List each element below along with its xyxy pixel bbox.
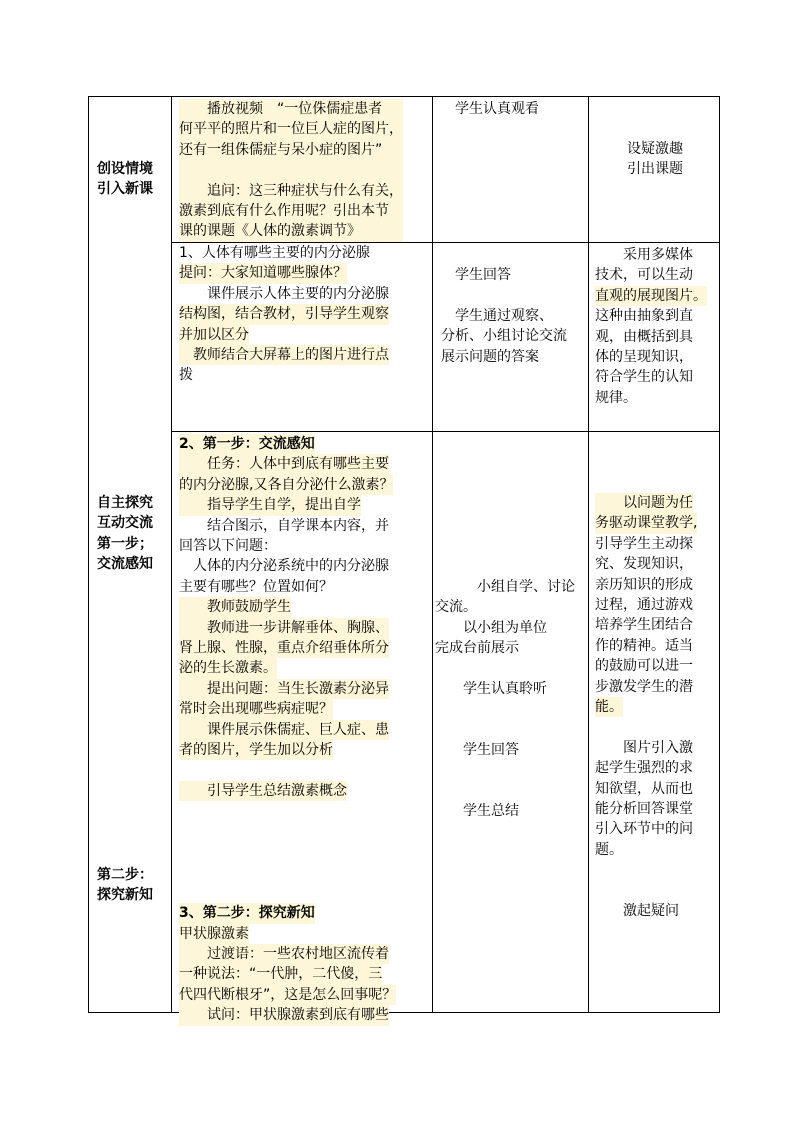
- text-line: 肾上腺、性腺，重点介绍垂体所分: [179, 638, 389, 658]
- text-line: 的内分泌腺,又各自分泌什么激素？: [179, 475, 393, 495]
- column-divider: [432, 97, 433, 1012]
- text-line: 拨: [179, 367, 193, 384]
- text-line: 观，由概括到具: [595, 328, 693, 345]
- text-line: 究、发现知识，: [595, 556, 693, 573]
- text-line: 创设情境: [97, 161, 153, 177]
- text-line: 学生回答: [441, 267, 511, 283]
- text-line: 图片引入激: [595, 739, 693, 756]
- text-line: 学生认真观看: [441, 101, 539, 117]
- text-line: [435, 761, 575, 781]
- text-line: 3、第二步：探究新知: [179, 903, 315, 923]
- text-line: 引出课题: [627, 161, 683, 178]
- lesson-plan-table: [88, 96, 720, 1024]
- text-line: 学生回答: [435, 742, 519, 759]
- row2-design-intent: [595, 245, 707, 408]
- text-line: 何平平的照片和一位巨人症的图片，: [179, 121, 403, 138]
- text-line: 1、人体有哪些主要的内分泌腺: [179, 245, 370, 261]
- text-line: [595, 717, 697, 737]
- text-line: 务驱动课堂教学,: [595, 513, 697, 533]
- text-line: 播放视频 “一位侏儒症患者: [179, 101, 383, 117]
- text-line: 第一步；: [97, 535, 153, 552]
- text-line: 提问：大家知道哪些腺体？: [179, 263, 347, 283]
- text-line: 采用多媒体: [595, 247, 693, 263]
- text-line: 提出问题：当生长激素分泌异: [179, 679, 389, 699]
- text-line: 引入环节中的问: [595, 821, 693, 838]
- text-line: 课件展示人体主要的内分泌腺: [179, 285, 389, 302]
- text-line: 课件展示侏儒症、巨人症、患: [179, 720, 389, 740]
- text-line: 步激发学生的潜: [595, 678, 693, 695]
- row2-student-activity: [441, 265, 567, 367]
- text-line: [435, 720, 575, 740]
- column-divider: [588, 97, 589, 1012]
- row3-student-activity: [435, 577, 575, 822]
- text-line: 一种说法：“一代肿，二代傻，三: [179, 964, 382, 984]
- text-line: 规律。: [595, 389, 637, 406]
- stage-label-intro: [97, 159, 153, 200]
- text-line: 课的课题《人体的激素调节》: [179, 223, 361, 240]
- text-line: 泌的生长激素。: [179, 658, 277, 678]
- text-line: 过渡语：一些农村地区流传着: [179, 944, 389, 964]
- text-line: [435, 659, 575, 679]
- text-line: 过程，通过游戏: [595, 596, 693, 613]
- text-line: 第二步：: [97, 867, 153, 883]
- text-line: 引入新课: [97, 181, 153, 198]
- text-line: 这种由抽象到直: [595, 308, 693, 325]
- text-line: 符合学生的认知: [595, 369, 693, 386]
- row2-teacher-activity: [179, 243, 389, 386]
- text-line: 能。: [595, 697, 623, 717]
- text-line: 亲历知识的形成: [595, 576, 693, 593]
- text-line: 交流。: [435, 599, 477, 616]
- column-divider: [171, 97, 172, 1012]
- text-line: 教师进一步讲解垂体、胸腺、: [179, 618, 389, 638]
- text-line: 指导学生自学，提出自学: [179, 495, 361, 515]
- text-line: 知欲望，从而也: [595, 780, 693, 797]
- text-line: 互动交流: [97, 515, 153, 532]
- text-line: 主要有哪些？位置如何？: [179, 578, 333, 595]
- row1-design-intent: [627, 139, 683, 180]
- text-line: 分析、小组讨论交流: [441, 328, 567, 345]
- row3-teacher-activity: [179, 434, 396, 1026]
- text-line: 教师鼓励学生: [179, 597, 291, 617]
- text-line: 教师结合大屏幕上的图片进行点: [179, 345, 389, 365]
- text-line: 直观的展现图片。: [595, 286, 707, 306]
- text-line: 交流感知: [97, 556, 153, 573]
- text-line: 激素到底有什么作用呢？引出本节: [179, 202, 389, 219]
- text-line: 2、第一步：交流感知: [179, 434, 315, 454]
- text-line: [179, 883, 396, 903]
- text-line: [179, 160, 403, 180]
- text-line: [179, 862, 396, 882]
- text-line: 的鼓励可以进一: [595, 658, 693, 675]
- text-line: 自主探究: [97, 495, 153, 511]
- text-line: [595, 880, 697, 900]
- text-line: [179, 760, 396, 780]
- text-line: [441, 285, 567, 305]
- row-divider: [171, 431, 719, 432]
- text-line: 作的精神。适当: [595, 637, 693, 654]
- text-line: 完成台前展示: [435, 640, 519, 657]
- text-line: 试问：甲状腺激素到底有哪些: [179, 1005, 389, 1025]
- text-line: 追问：这三种症状与什么有关，: [179, 182, 403, 199]
- text-line: 结构图，结合教材，引导学生观察: [179, 304, 389, 324]
- text-line: 并加以区分: [179, 325, 249, 345]
- text-line: 探究新知: [97, 887, 153, 904]
- text-line: 学生认真聆听: [435, 680, 547, 697]
- text-line: [595, 860, 697, 880]
- text-line: 设疑激趣: [627, 141, 683, 157]
- text-line: 常时会出现哪些病症呢？: [179, 699, 333, 719]
- text-line: [435, 781, 575, 801]
- text-line: 任务：人体中到底有哪些主要: [179, 454, 389, 474]
- text-line: 技术，可以生动: [595, 267, 693, 284]
- stage-label-step2: [97, 865, 153, 906]
- text-line: 人体的内分泌系统中的内分泌腺: [179, 558, 389, 575]
- text-line: 学生通过观察、: [441, 307, 553, 324]
- text-line: 起学生强烈的求: [595, 760, 693, 777]
- text-line: [179, 801, 396, 821]
- text-line: 激起疑问: [595, 902, 679, 919]
- text-line: 引导学生总结激素概念: [179, 781, 347, 801]
- row1-student-activity: [441, 99, 539, 119]
- text-line: 引导学生主动探: [595, 535, 693, 552]
- text-line: 代四代断根牙”，这是怎么回事呢？: [179, 985, 396, 1005]
- text-line: 展示问题的答案: [441, 348, 539, 365]
- row3-design-intent: [595, 493, 697, 921]
- text-line: 小组自学、讨论: [435, 579, 575, 595]
- text-line: 以问题为任: [595, 493, 693, 513]
- text-line: 回答以下问题：: [179, 538, 277, 555]
- text-line: 学生总结: [435, 803, 519, 820]
- row1-teacher-activity: [179, 99, 403, 242]
- text-line: 以小组为单位: [435, 619, 547, 636]
- text-line: 甲状腺激素: [179, 924, 249, 944]
- text-line: 培养学生团结合: [595, 617, 693, 634]
- text-line: 结合图示，自学课本内容，并: [179, 517, 389, 534]
- text-line: [179, 822, 396, 842]
- text-line: 题。: [595, 841, 623, 858]
- text-line: 者的图片，学生加以分析: [179, 740, 333, 760]
- text-line: [179, 842, 396, 862]
- text-line: 还有一组侏儒症与呆小症的图片”: [179, 141, 383, 158]
- text-line: 能分析回答课堂: [595, 800, 693, 817]
- text-line: [435, 699, 575, 719]
- text-line: 体的呈现知识，: [595, 348, 693, 365]
- stage-label-explore: [97, 493, 153, 575]
